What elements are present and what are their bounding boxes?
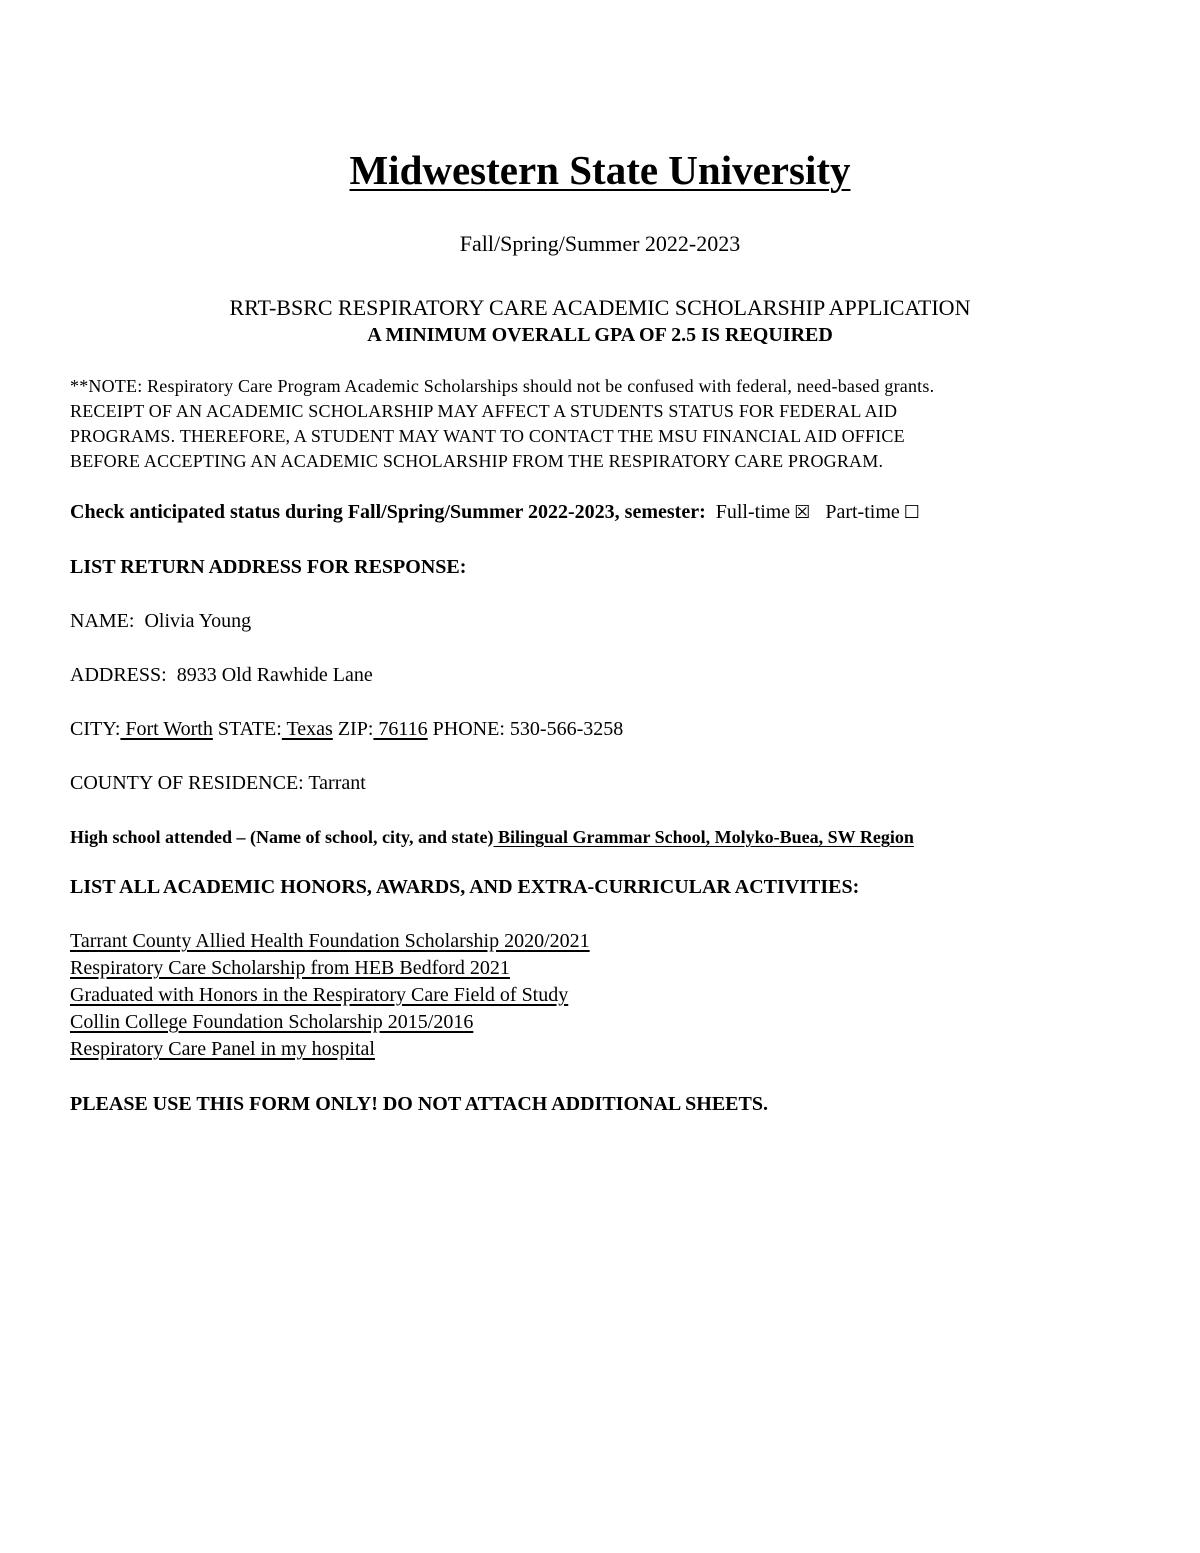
note-line: **NOTE: Respiratory Care Program Academic Scholarships should not be confused with federal, need-based grants. — [70, 376, 935, 396]
note-line: BEFORE ACCEPTING AN ACADEMIC SCHOLARSHIP FROM THE RESPIRATORY CARE PROGRAM. — [70, 451, 884, 471]
state-label: STATE: — [217, 718, 282, 740]
address-heading: LIST RETURN ADDRESS FOR RESPONSE: — [70, 556, 467, 578]
county-row — [70, 773, 366, 793]
parttime-label: Part-time — [825, 501, 900, 523]
term-subtitle: Fall/Spring/Summer 2022-2023 — [459, 231, 741, 256]
gpa-requirement: A MINIMUM OVERALL GPA OF 2.5 IS REQUIRED — [367, 324, 833, 346]
high-school-label: High school attended – (Name of school, city, and state) — [70, 827, 494, 847]
high-school-row — [70, 828, 914, 846]
page-title: Midwestern State University — [349, 147, 851, 193]
city-state-zip-row — [70, 719, 623, 739]
phone-label: PHONE: — [432, 718, 505, 740]
address-value: 8933 Old Rawhide Lane — [176, 664, 373, 686]
name-label: NAME: — [70, 610, 135, 632]
fulltime-checkbox[interactable]: ☒ — [794, 502, 811, 523]
honors-list-item: Collin College Foundation Scholarship 2015/2016 — [70, 1011, 474, 1033]
zip-label: ZIP: — [337, 718, 374, 740]
application-title: RRT-BSRC RESPIRATORY CARE ACADEMIC SCHOLARSHIP APPLICATION — [229, 295, 971, 320]
honors-heading: LIST ALL ACADEMIC HONORS, AWARDS, AND EXTRA-CURRICULAR ACTIVITIES: — [70, 876, 860, 898]
status-prompt: Check anticipated status during Fall/Spring/Summer 2022-2023, semester: — [70, 501, 706, 523]
address-row — [70, 665, 373, 685]
footer-instruction: PLEASE USE THIS FORM ONLY! DO NOT ATTACH ADDITIONAL SHEETS. — [70, 1093, 768, 1115]
high-school-value: Bilingual Grammar School, Molyko-Buea, SW Region — [493, 827, 914, 847]
honors-list-item: Graduated with Honors in the Respiratory Care Field of Study — [70, 984, 569, 1006]
state-value: Texas — [281, 718, 333, 740]
city-value: Fort Worth — [120, 718, 213, 740]
honors-list-item: Respiratory Care Scholarship from HEB Bedford 2021 — [70, 957, 510, 979]
name-value: Olivia Young — [144, 610, 252, 632]
address-label: ADDRESS: — [70, 664, 167, 686]
phone-value: 530-566-3258 — [509, 718, 624, 740]
honors-list-item: Tarrant County Allied Health Foundation Scholarship 2020/2021 — [70, 930, 590, 952]
honors-list-item: Respiratory Care Panel in my hospital — [70, 1038, 375, 1060]
zip-value: 76116 — [373, 718, 428, 740]
county-label: COUNTY OF RESIDENCE: — [70, 772, 304, 794]
status-row — [70, 502, 920, 522]
city-label: CITY: — [70, 718, 121, 740]
name-row — [70, 611, 251, 631]
parttime-checkbox[interactable]: ☐ — [903, 502, 920, 523]
note-line: PROGRAMS. THEREFORE, A STUDENT MAY WANT TO CONTACT THE MSU FINANCIAL AID OFFICE — [70, 426, 905, 446]
note-line: RECEIPT OF AN ACADEMIC SCHOLARSHIP MAY AFFECT A STUDENTS STATUS FOR FEDERAL AID — [70, 401, 898, 421]
fulltime-label: Full-time — [715, 501, 791, 523]
county-value: Tarrant — [308, 772, 366, 794]
